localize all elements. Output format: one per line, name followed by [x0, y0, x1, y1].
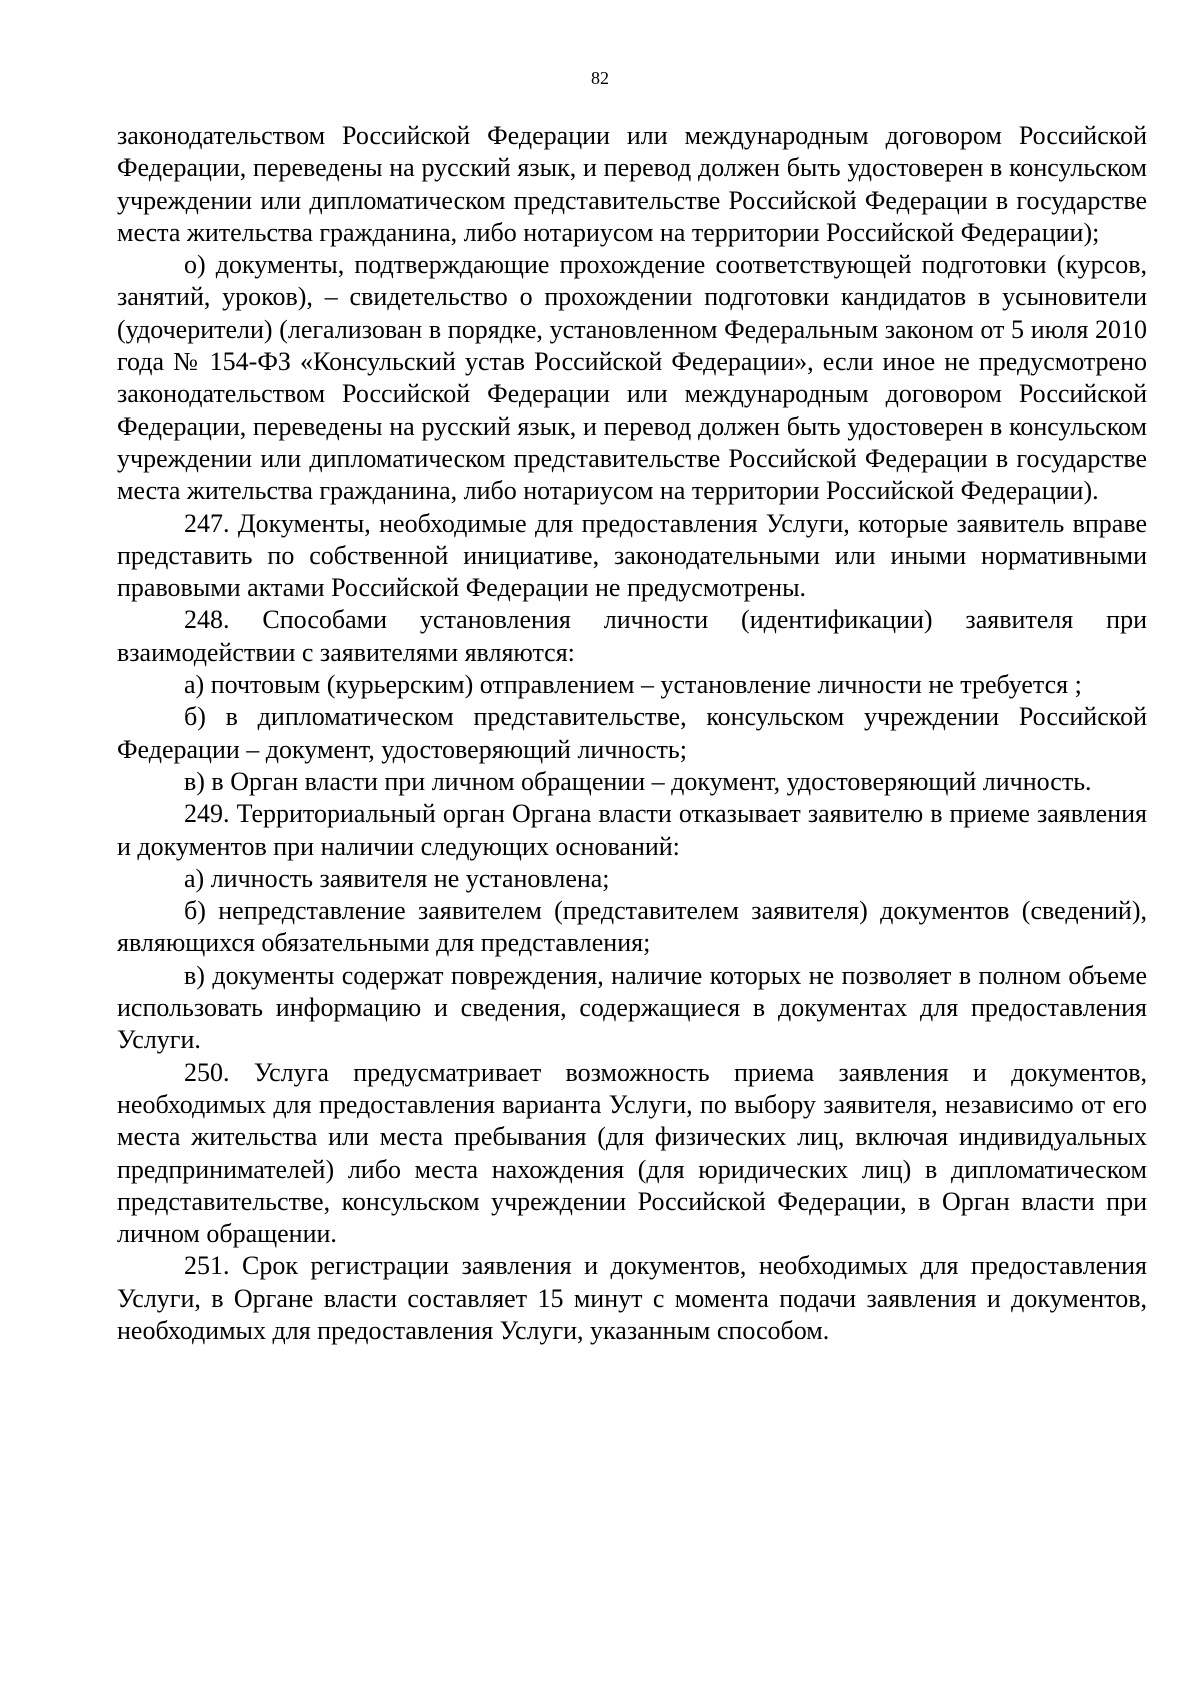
paragraph-248-b: б) в дипломатическом представительстве, консульском учреждении Российской Федерации – документ, удостоверяющий личность;	[117, 702, 1147, 764]
paragraph-249-b: б) непредставление заявителем (представителем заявителя) документов (сведений), являющихся обязательными для представления;	[117, 896, 1147, 958]
paragraph-continuation: законодательством Российской Федерации или международным договором Российской Федерации, переведены на русский язык, и перевод должен быть удостоверен в консульском учреждении или дипломатическом представительстве Российской Федерации в государстве места жительства гражданина, либо нотариусом на территории Российской Федерации);	[117, 121, 1147, 247]
paragraph-250: 250. Услуга предусматривает возможность приема заявления и документов, необходимых для предоставления варианта Услуги, по выбору заявителя, независимо от его места жительства или места пребывания (для физических лиц, включая индивидуальных предпринимателей) либо места нахождения (для юридических лиц) в дипломатическом представительстве, консульском учреждении Российской Федерации, в Орган власти при личном обращении.	[117, 1057, 1147, 1249]
page-number: 82	[591, 68, 609, 88]
paragraph-248: 248. Способами установления личности (идентификации) заявителя при взаимодействии с заявителями являются:	[117, 605, 1147, 667]
paragraph-248-v: в) в Орган власти при личном обращении – документ, удостоверяющий личность.	[184, 766, 1092, 796]
paragraph-247: 247. Документы, необходимые для предоставления Услуги, которые заявитель вправе представить по собственной инициативе, законодательными или иными нормативными правовыми актами Российской Федерации не предусмотрены.	[117, 508, 1147, 603]
paragraph-249-v: в) документы содержат повреждения, наличие которых не позволяет в полном объеме использовать информацию и сведения, содержащиеся в документах для предоставления Услуги.	[117, 960, 1147, 1055]
paragraph-248-a: а) почтовым (курьерским) отправлением – установление личности не требуется ;	[184, 670, 1082, 700]
paragraph-249-a: а) личность заявителя не установлена;	[184, 863, 610, 893]
paragraph-251: 251. Срок регистрации заявления и документов, необходимых для предоставления Услуги, в Органе власти составляет 15 минут с момента подачи заявления и документов, необходимых для предоставления Услуги, указанным способом.	[117, 1251, 1147, 1345]
paragraph-item-o: о) документы, подтверждающие прохождение соответствующей подготовки (курсов, занятий, уроков), – свидетельство о прохождении подготовки кандидатов в усыновители (удочерители) (легализован в порядке, установленном Федеральным законом от 5 июля 2010 года № 154-ФЗ «Консульский устав Российской Федерации», если иное не предусмотрено законодательством Российской Федерации или международным договором Российской Федерации, переведены на русский язык, и перевод должен быть удостоверен в консульском учреждении или дипломатическом представительстве Российской Федерации в государстве места жительства гражданина, либо нотариусом на территории Российской Федерации).	[117, 250, 1147, 506]
paragraph-249: 249. Территориальный орган Органа власти отказывает заявителю в приеме заявления и документов при наличии следующих оснований:	[117, 799, 1147, 861]
document-body	[117, 120, 1147, 1347]
